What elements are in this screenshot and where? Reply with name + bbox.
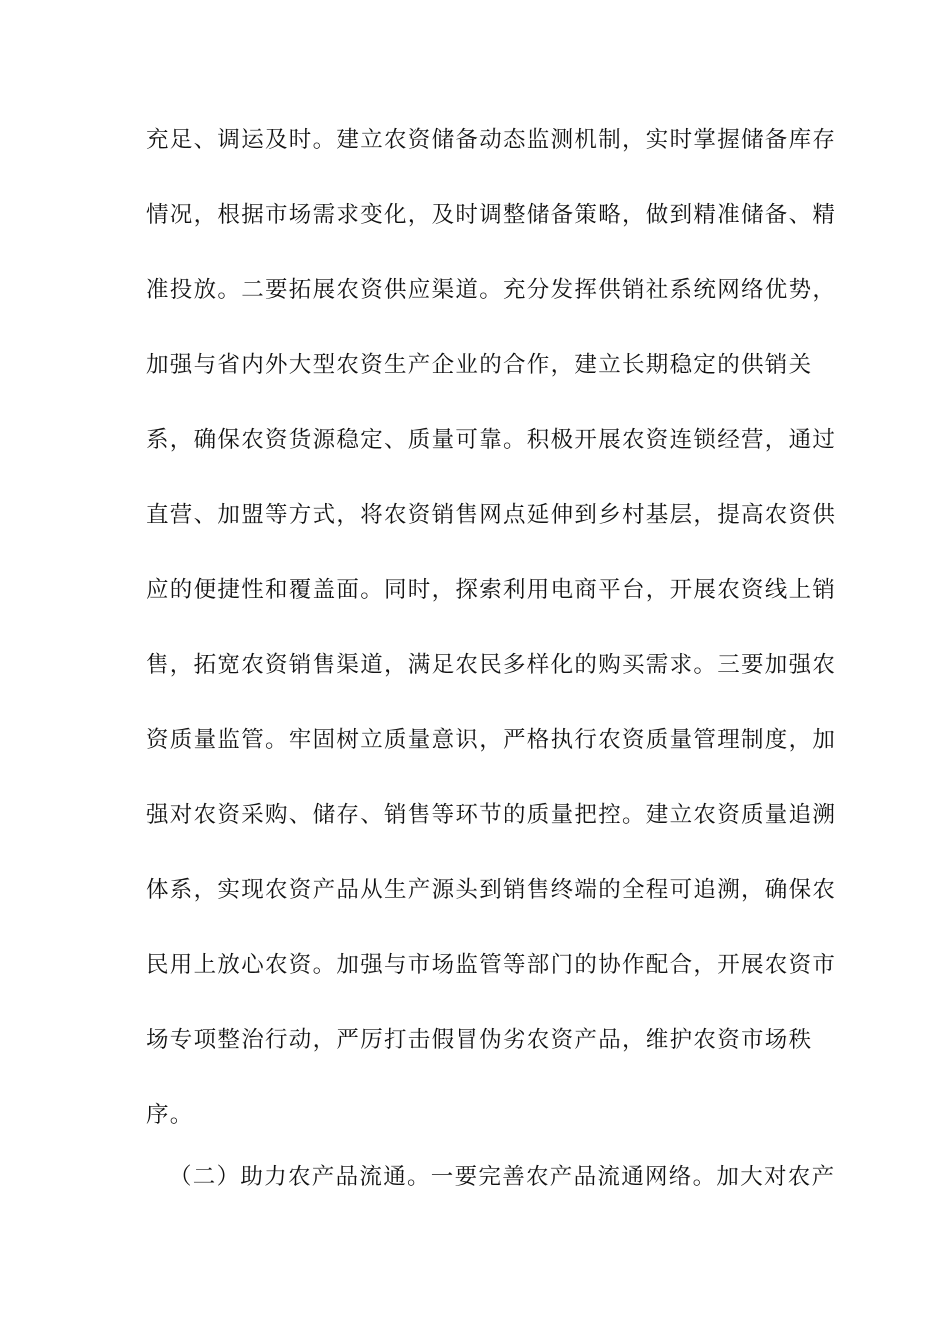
section-heading-line: （二）助力农产品流通。一要完善农产品流通网络。加大对农产 [169,1164,836,1190]
paragraph-line: 售，拓宽农资销售渠道，满足农民多样化的购买需求。三要加强农 [146,652,837,678]
paragraph-line: 系，确保农资货源稳定、质量可靠。积极开展农资连锁经营，通过 [146,427,837,453]
paragraph-line: 资质量监管。牢固树立质量意识，严格执行农资质量管理制度，加 [146,727,837,753]
paragraph-line: 场专项整治行动，严厉打击假冒伪劣农资产品，维护农资市场秩 [146,1027,813,1053]
paragraph-line: 应的便捷性和覆盖面。同时，探索利用电商平台，开展农资线上销 [146,577,837,603]
paragraph-line: 民用上放心农资。加强与市场监管等部门的协作配合，开展农资市 [146,952,837,978]
paragraph-line: 充足、调运及时。建立农资储备动态监测机制，实时掌握储备库存 [146,127,837,153]
paragraph-line: 直营、加盟等方式，将农资销售网点延伸到乡村基层，提高农资供 [146,502,837,528]
paragraph-line: 情况，根据市场需求变化，及时调整储备策略，做到精准储备、精 [146,202,837,228]
paragraph-line: 序。 [146,1102,194,1128]
paragraph-line: 加强与省内外大型农资生产企业的合作，建立长期稳定的供销关 [146,352,813,378]
paragraph-line: 强对农资采购、储存、销售等环节的质量把控。建立农资质量追溯 [146,802,837,828]
paragraph-line: 准投放。二要拓展农资供应渠道。充分发挥供销社系统网络优势， [146,277,837,303]
paragraph-line: 体系，实现农资产品从生产源头到销售终端的全程可追溯，确保农 [146,877,837,903]
